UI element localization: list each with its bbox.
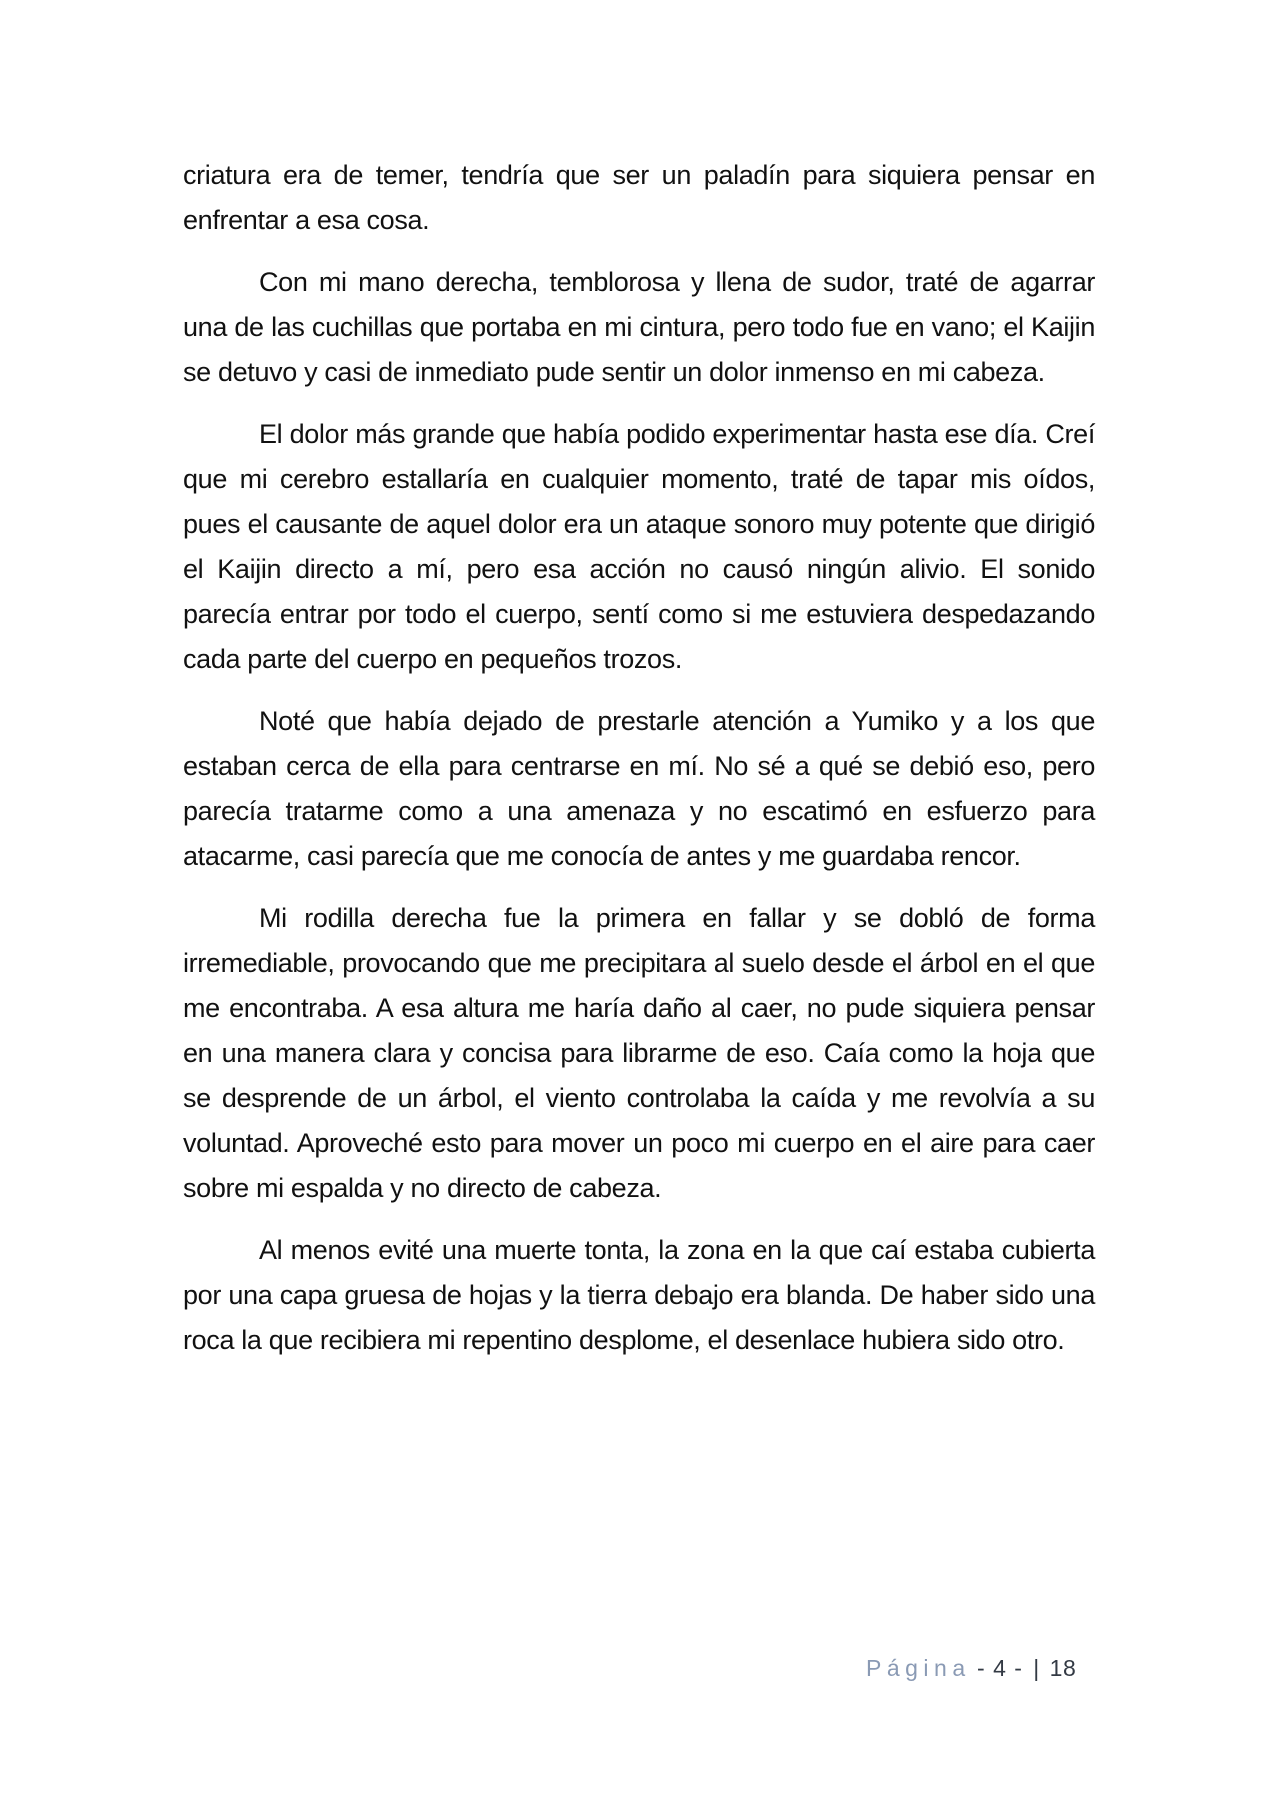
paragraph-6: Al menos evité una muerte tonta, la zona en la que caí estaba cubierta por una capa gruesa de hojas y la tierra debajo era blanda. De haber sido una roca la que recibiera mi repentino desplome, el desenlace hubiera sido otro. — [183, 1235, 1095, 1355]
paragraph-4: Noté que había dejado de prestarle atención a Yumiko y a los que estaban cerca de ella para centrarse en mí. No sé a qué se debió eso, pero parecía tratarme como a una amenaza y no escatimó en esfuerzo para atacarme, casi parecía que me conocía de antes y me guardaba rencor. — [183, 706, 1095, 871]
paragraph-5: Mi rodilla derecha fue la primera en fallar y se dobló de forma irremediable, provocando que me precipitara al suelo desde el árbol en el que me encontraba. A esa altura me haría daño al caer, no pude siquiera pensar en una manera clara y concisa para librarme de eso. Caía como la hoja que se desprende de un árbol, el viento controlaba la caída y me revolvía a su voluntad. Aproveché esto para mover un poco mi cuerpo en el aire para caer sobre mi espalda y no directo de cabeza. — [183, 903, 1095, 1203]
paragraph-1: criatura era de temer, tendría que ser un paladín para siquiera pensar en enfrentar a esa cosa. — [183, 160, 1095, 235]
page-footer — [866, 1654, 1076, 1682]
paragraph-2: Con mi mano derecha, temblorosa y llena de sudor, traté de agarrar una de las cuchillas que portaba en mi cintura, pero todo fue en vano; el Kaijin se detuvo y casi de inmediato pude sentir un dolor inmenso en mi cabeza. — [183, 267, 1095, 387]
page-number: - 4 - — [977, 1655, 1023, 1681]
total-pages: 18 — [1049, 1655, 1077, 1681]
body-text — [183, 153, 1095, 1380]
paragraph-3: El dolor más grande que había podido experimentar hasta ese día. Creí que mi cerebro estallaría en cualquier momento, traté de tapar mis oídos, pues el causante de aquel dolor era un ataque sonoro muy potente que dirigió el Kaijin directo a mí, pero esa acción no causó ningún alivio. El sonido parecía entrar por todo el cuerpo, sentí como si me estuviera despedazando cada parte del cuerpo en pequeños trozos. — [183, 419, 1095, 674]
page-separator: | — [1033, 1655, 1040, 1681]
page-label: Página — [866, 1655, 971, 1681]
